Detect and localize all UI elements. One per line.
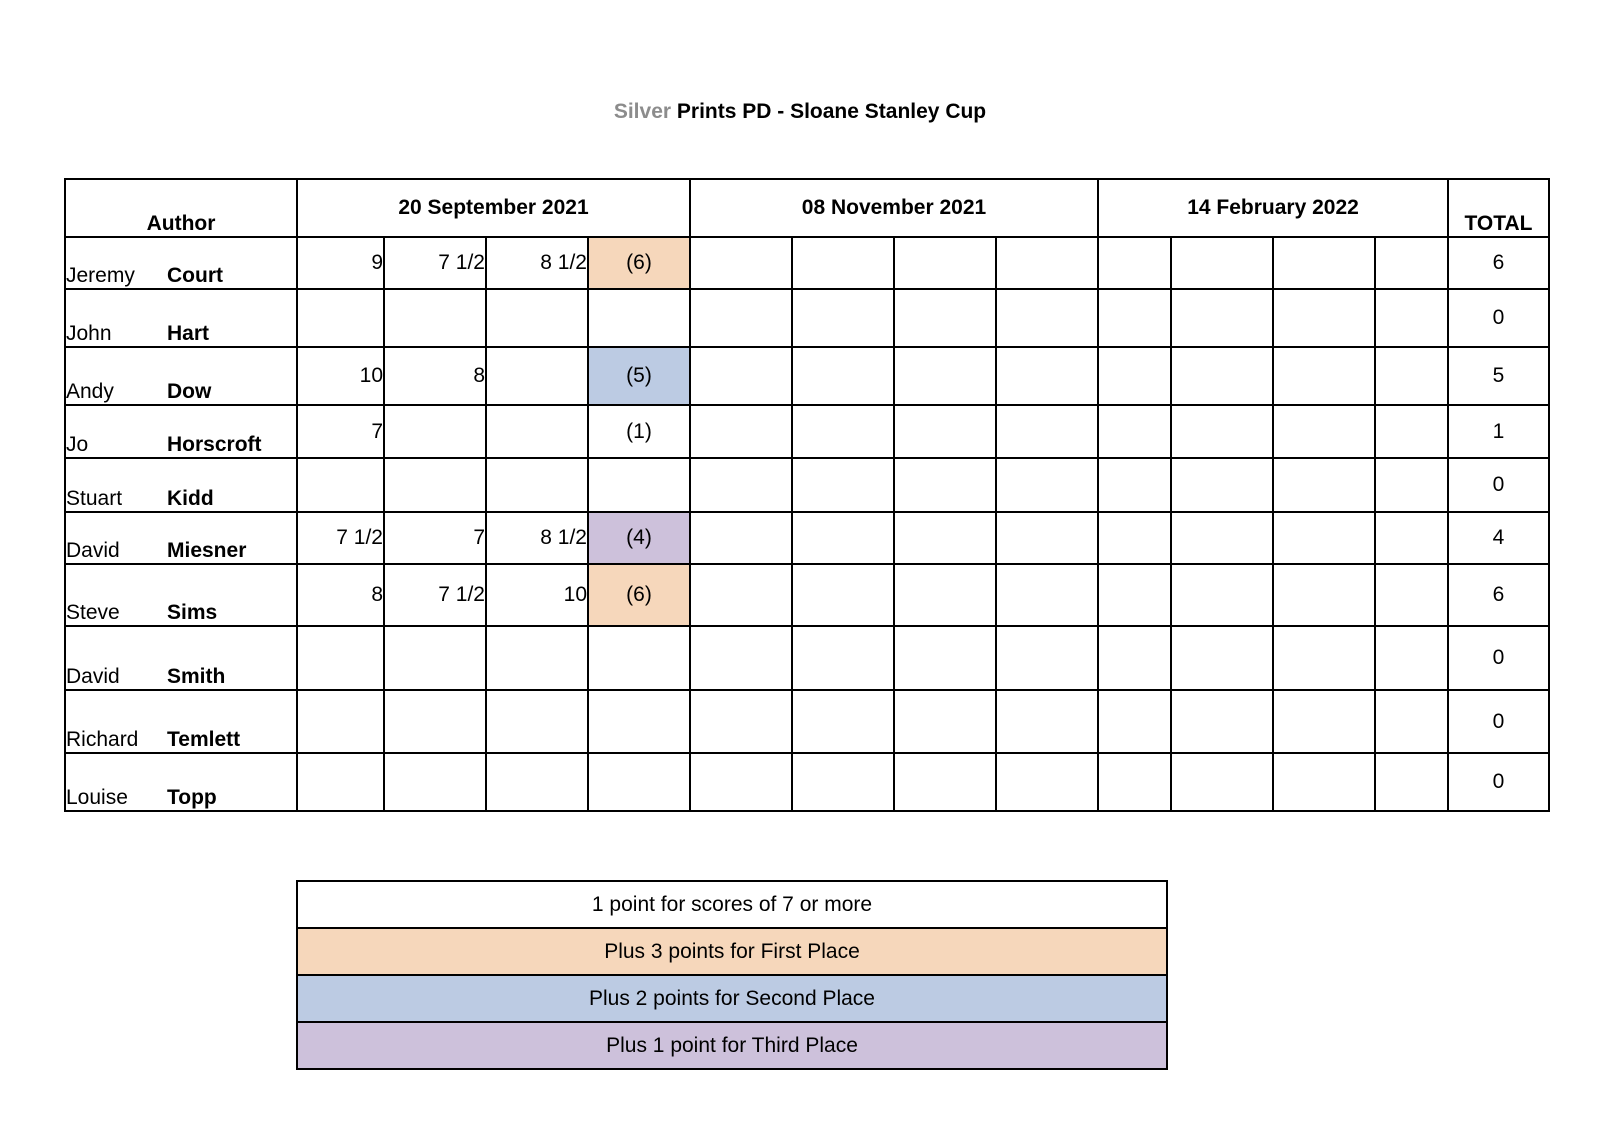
author-first-name: Stuart xyxy=(66,487,123,510)
legend-item: Plus 1 point for Third Place xyxy=(297,1022,1167,1069)
empty-score-cell xyxy=(1171,564,1273,626)
empty-score-cell xyxy=(1273,289,1375,347)
empty-score-cell xyxy=(1098,405,1171,458)
author-cell xyxy=(65,237,297,289)
empty-score-cell xyxy=(792,237,894,289)
author-first-name: David xyxy=(66,539,120,562)
author-cell xyxy=(65,289,297,347)
empty-score-cell xyxy=(996,289,1098,347)
empty-score-cell xyxy=(1273,512,1375,564)
points-cell: (5) xyxy=(588,347,690,405)
author-first-name: Steve xyxy=(66,601,120,624)
empty-score-cell xyxy=(1098,512,1171,564)
empty-score-cell xyxy=(894,690,996,753)
empty-score-cell xyxy=(792,289,894,347)
empty-score-cell xyxy=(690,690,792,753)
scores-table xyxy=(64,178,1550,812)
author-last-name: Sims xyxy=(167,601,218,624)
author-first-name: Jeremy xyxy=(66,264,135,287)
points-cell: (4) xyxy=(588,512,690,564)
table-row xyxy=(65,237,1549,289)
empty-score-cell xyxy=(996,753,1098,811)
header-total: TOTAL xyxy=(1448,179,1549,237)
empty-score-cell xyxy=(1171,347,1273,405)
empty-score-cell xyxy=(894,626,996,690)
empty-score-cell xyxy=(690,626,792,690)
empty-score-cell xyxy=(996,458,1098,512)
empty-score-cell xyxy=(1273,237,1375,289)
score-cell xyxy=(486,458,588,512)
empty-score-cell xyxy=(1375,753,1448,811)
score-cell: 7 1/2 xyxy=(384,237,486,289)
header-date-2: 08 November 2021 xyxy=(690,179,1098,237)
empty-score-cell xyxy=(1273,405,1375,458)
empty-score-cell xyxy=(690,289,792,347)
total-cell: 0 xyxy=(1448,690,1549,753)
empty-score-cell xyxy=(792,753,894,811)
legend-item: Plus 2 points for Second Place xyxy=(297,975,1167,1022)
total-cell: 6 xyxy=(1448,237,1549,289)
empty-score-cell xyxy=(1098,564,1171,626)
empty-score-cell xyxy=(1375,405,1448,458)
score-cell: 9 xyxy=(297,237,384,289)
score-cell xyxy=(297,458,384,512)
author-last-name: Kidd xyxy=(167,487,214,510)
table-row xyxy=(65,347,1549,405)
empty-score-cell xyxy=(1171,405,1273,458)
empty-score-cell xyxy=(1375,237,1448,289)
score-cell xyxy=(486,289,588,347)
header-row xyxy=(65,179,1549,237)
table-row xyxy=(65,458,1549,512)
empty-score-cell xyxy=(996,237,1098,289)
empty-score-cell xyxy=(690,564,792,626)
legend-row xyxy=(297,1022,1167,1069)
author-first-name: Louise xyxy=(66,786,128,809)
score-cell: 7 xyxy=(297,405,384,458)
empty-score-cell xyxy=(894,458,996,512)
title-rest: Prints PD - Sloane Stanley Cup xyxy=(676,100,987,123)
header-date-3: 14 February 2022 xyxy=(1098,179,1448,237)
author-last-name: Horscroft xyxy=(167,433,262,456)
score-cell: 10 xyxy=(486,564,588,626)
empty-score-cell xyxy=(996,690,1098,753)
table-row xyxy=(65,512,1549,564)
empty-score-cell xyxy=(996,512,1098,564)
empty-score-cell xyxy=(690,237,792,289)
empty-score-cell xyxy=(894,753,996,811)
author-last-name: Temlett xyxy=(167,728,241,751)
title-silver-word: Silver xyxy=(613,100,672,123)
empty-score-cell xyxy=(894,512,996,564)
total-cell: 0 xyxy=(1448,626,1549,690)
empty-score-cell xyxy=(1171,690,1273,753)
author-last-name: Hart xyxy=(167,322,210,345)
legend-item: 1 point for scores of 7 or more xyxy=(297,881,1167,928)
author-first-name: Jo xyxy=(66,433,89,456)
empty-score-cell xyxy=(1098,458,1171,512)
table-row xyxy=(65,564,1549,626)
empty-score-cell xyxy=(792,458,894,512)
empty-score-cell xyxy=(1375,512,1448,564)
score-cell: 7 xyxy=(384,512,486,564)
empty-score-cell xyxy=(1273,626,1375,690)
total-cell: 6 xyxy=(1448,564,1549,626)
empty-score-cell xyxy=(1273,458,1375,512)
score-cell: 10 xyxy=(297,347,384,405)
empty-score-cell xyxy=(996,626,1098,690)
author-first-name: Andy xyxy=(66,380,114,403)
empty-score-cell xyxy=(894,564,996,626)
score-cell: 8 xyxy=(297,564,384,626)
total-cell: 5 xyxy=(1448,347,1549,405)
points-cell xyxy=(588,753,690,811)
empty-score-cell xyxy=(1375,626,1448,690)
empty-score-cell xyxy=(1375,690,1448,753)
score-cell xyxy=(297,289,384,347)
points-cell: (1) xyxy=(588,405,690,458)
empty-score-cell xyxy=(996,564,1098,626)
empty-score-cell xyxy=(792,512,894,564)
legend-row xyxy=(297,975,1167,1022)
empty-score-cell xyxy=(1098,690,1171,753)
points-cell xyxy=(588,690,690,753)
score-cell xyxy=(486,690,588,753)
empty-score-cell xyxy=(1171,626,1273,690)
score-cell xyxy=(486,626,588,690)
empty-score-cell xyxy=(1098,237,1171,289)
total-cell: 4 xyxy=(1448,512,1549,564)
empty-score-cell xyxy=(894,237,996,289)
table-row xyxy=(65,626,1549,690)
author-first-name: Richard xyxy=(66,728,139,751)
author-cell xyxy=(65,512,297,564)
empty-score-cell xyxy=(1098,347,1171,405)
empty-score-cell xyxy=(894,405,996,458)
empty-score-cell xyxy=(1273,564,1375,626)
score-cell xyxy=(384,458,486,512)
table-row xyxy=(65,690,1549,753)
author-last-name: Dow xyxy=(167,380,212,403)
author-first-name: John xyxy=(66,322,112,345)
total-cell: 0 xyxy=(1448,753,1549,811)
author-cell xyxy=(65,458,297,512)
total-cell: 1 xyxy=(1448,405,1549,458)
score-cell: 8 1/2 xyxy=(486,237,588,289)
points-cell xyxy=(588,289,690,347)
empty-score-cell xyxy=(894,347,996,405)
empty-score-cell xyxy=(1098,753,1171,811)
header-date-1: 20 September 2021 xyxy=(297,179,690,237)
empty-score-cell xyxy=(690,512,792,564)
total-cell: 0 xyxy=(1448,458,1549,512)
empty-score-cell xyxy=(1375,458,1448,512)
empty-score-cell xyxy=(792,347,894,405)
author-cell xyxy=(65,347,297,405)
author-cell xyxy=(65,690,297,753)
empty-score-cell xyxy=(690,347,792,405)
legend-row xyxy=(297,928,1167,975)
empty-score-cell xyxy=(1375,347,1448,405)
empty-score-cell xyxy=(1273,347,1375,405)
score-cell: 8 1/2 xyxy=(486,512,588,564)
legend-row xyxy=(297,881,1167,928)
empty-score-cell xyxy=(1171,512,1273,564)
points-cell xyxy=(588,458,690,512)
empty-score-cell xyxy=(894,289,996,347)
table-row xyxy=(65,405,1549,458)
empty-score-cell xyxy=(996,405,1098,458)
author-cell xyxy=(65,626,297,690)
scores-body xyxy=(65,237,1549,811)
empty-score-cell xyxy=(1375,289,1448,347)
author-last-name: Court xyxy=(167,264,223,287)
score-cell xyxy=(486,347,588,405)
score-cell xyxy=(486,405,588,458)
author-last-name: Topp xyxy=(167,786,217,809)
score-cell: 7 1/2 xyxy=(297,512,384,564)
author-last-name: Smith xyxy=(167,665,226,688)
table-row xyxy=(65,753,1549,811)
empty-score-cell xyxy=(792,626,894,690)
author-cell xyxy=(65,405,297,458)
empty-score-cell xyxy=(1171,753,1273,811)
table-row xyxy=(65,289,1549,347)
empty-score-cell xyxy=(1171,289,1273,347)
points-cell: (6) xyxy=(588,237,690,289)
author-first-name: David xyxy=(66,665,120,688)
score-cell: 7 1/2 xyxy=(384,564,486,626)
score-cell: 8 xyxy=(384,347,486,405)
empty-score-cell xyxy=(1273,753,1375,811)
author-cell xyxy=(65,753,297,811)
page-title xyxy=(0,100,1600,124)
score-cell xyxy=(384,626,486,690)
header-author: Author xyxy=(65,179,297,237)
points-cell xyxy=(588,626,690,690)
empty-score-cell xyxy=(996,347,1098,405)
empty-score-cell xyxy=(792,690,894,753)
empty-score-cell xyxy=(690,405,792,458)
author-cell xyxy=(65,564,297,626)
score-cell xyxy=(384,753,486,811)
empty-score-cell xyxy=(1273,690,1375,753)
empty-score-cell xyxy=(792,564,894,626)
empty-score-cell xyxy=(1171,237,1273,289)
empty-score-cell xyxy=(1375,564,1448,626)
legend-table xyxy=(296,880,1168,1070)
empty-score-cell xyxy=(792,405,894,458)
empty-score-cell xyxy=(690,458,792,512)
score-cell xyxy=(297,753,384,811)
score-cell xyxy=(297,690,384,753)
empty-score-cell xyxy=(1098,626,1171,690)
score-cell xyxy=(384,405,486,458)
empty-score-cell xyxy=(690,753,792,811)
score-cell xyxy=(486,753,588,811)
score-cell xyxy=(297,626,384,690)
score-cell xyxy=(384,690,486,753)
points-cell: (6) xyxy=(588,564,690,626)
author-last-name: Miesner xyxy=(167,539,247,562)
legend-item: Plus 3 points for First Place xyxy=(297,928,1167,975)
empty-score-cell xyxy=(1171,458,1273,512)
empty-score-cell xyxy=(1098,289,1171,347)
total-cell: 0 xyxy=(1448,289,1549,347)
score-cell xyxy=(384,289,486,347)
